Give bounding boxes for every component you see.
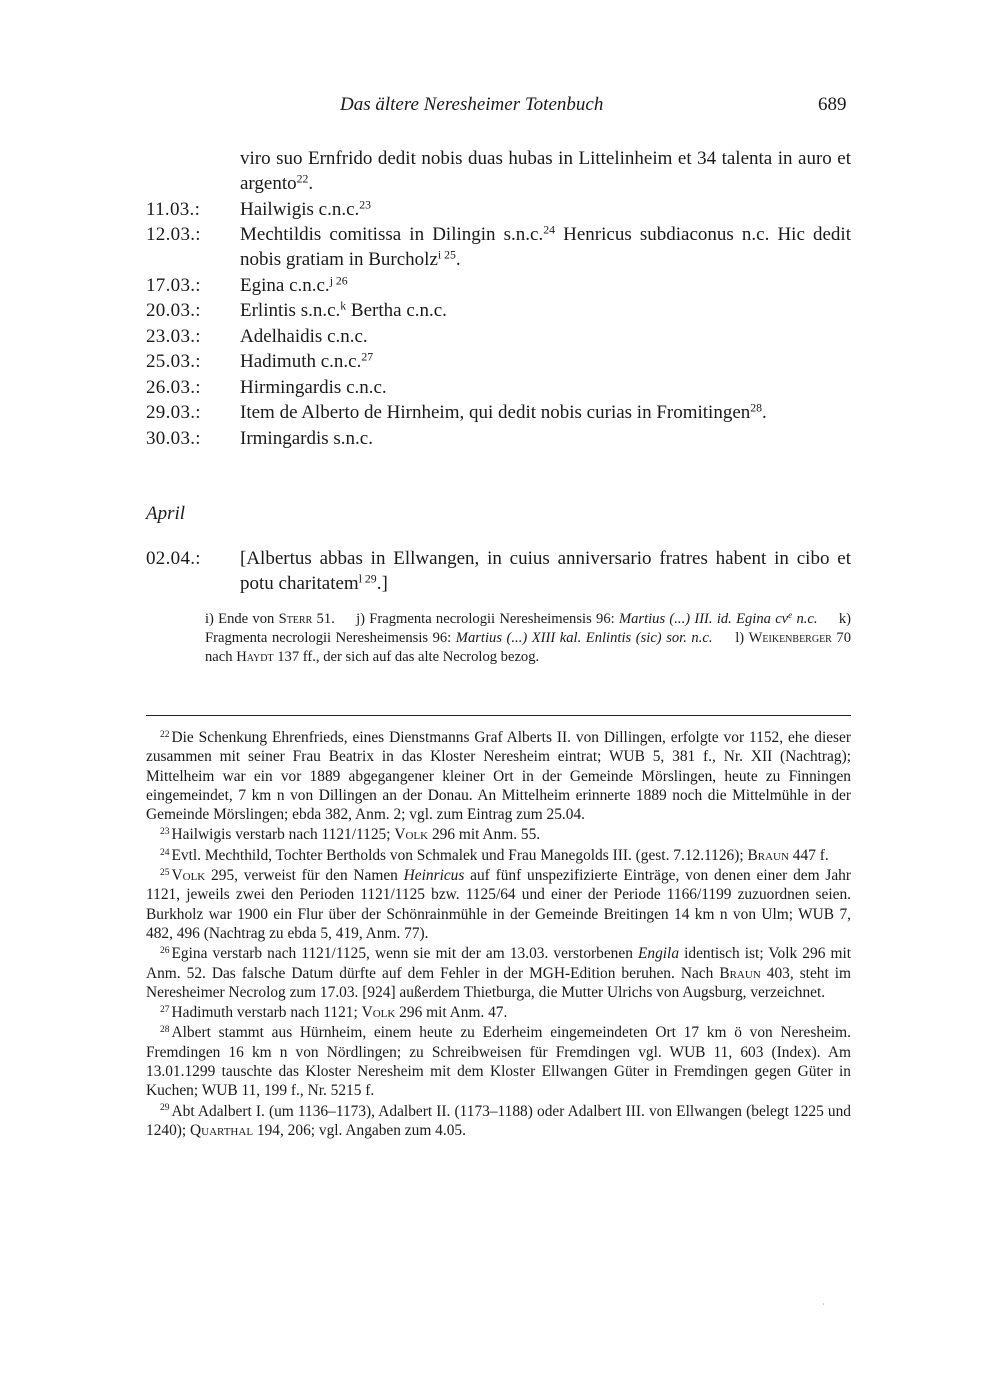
april-entries <box>146 546 851 597</box>
entry-02-04: 02.04.: [Albertus abbas in Ellwangen, in cuius anniversario fratres habent in cibo et potu charitatem$^{l 29}$.] <box>146 548 851 594</box>
entry-date: 30.03.: <box>146 427 201 449</box>
footnote-ref: 23 <box>359 198 372 212</box>
footnote-ref: i 25 <box>437 248 456 262</box>
footnote-ref: 24 <box>543 223 555 237</box>
entry-23-03: 23.03.: Adelhaidis c.n.c. <box>146 325 368 347</box>
entry-continuation: viro suo Ernfrido dedit nobis duas hubas in Littelinheim et 34 talenta in auro et argento$^{22}$. <box>240 148 851 194</box>
footnotes <box>146 728 851 1141</box>
necrology-entries <box>146 146 851 451</box>
footnote-27: $^{27}$ Hadimuth verstarb nach 1121; Volk 296 mit Anm. 47. <box>160 1003 508 1022</box>
running-title: Das ältere Neresheimer Totenbuch <box>340 94 604 115</box>
month-heading: April <box>146 503 186 524</box>
footnote-ref: 28 <box>750 401 763 415</box>
footnote-divider <box>146 715 851 716</box>
scan-speck: · <box>822 1300 825 1309</box>
footnote-ref: l 29 <box>358 572 377 586</box>
footnote-ref: j 26 <box>329 274 348 288</box>
entry-29-03: 29.03.: Item de Alberto de Hirnheim, qui dedit nobis curias in Fromitingen$^{28}$. <box>146 401 767 423</box>
entry-date: 12.03.: <box>146 224 201 245</box>
entry-date: 17.03.: <box>146 274 201 296</box>
entry-30-03: 30.03.: Irmingardis s.n.c. <box>146 427 373 449</box>
footnote-25: $^{25}$ Volk 295, verweist für den Namen Heinricus auf fünf unspezifizierte Einträge, von denen einer dem Jahr 1121, jeweils zwei den Perioden 1121/1125 bzw. 1125/64 und einer der Periode 1166/1199 zuzuordnen seien. Burkholz war 1900 ein Flur über der Schönrainmühle in der Gemeinde Breitingen 14 km n von Ulm; WUB 7, 482, 496 (Nachtrag zu ebda 5, 419, Anm. 77). <box>146 866 851 942</box>
entry-26-03: 26.03.: Hirmingardis c.n.c. <box>146 376 387 398</box>
footnote-23: $^{23}$ Hailwigis verstarb nach 1121/1125; Volk 296 mit Anm. 55. <box>160 826 541 844</box>
entry-20-03: 20.03.: Erlintis s.n.c.$^k$ Bertha c.n.c. <box>146 299 447 321</box>
entry-date: 02.04.: <box>146 548 201 569</box>
entry-date: 29.03.: <box>146 402 201 423</box>
footnote-ref: 22 <box>296 172 309 186</box>
footnote-28: $^{28}$ Albert stammt aus Hürnheim, einem heute zu Ederheim eingemeindeten Ort 17 km ö von Neresheim. Fremdingen 16 km n von Nördlingen; zu Schreibweisen für Fremdingen vgl. WUB 11, 603 (Index). Am 13.01.1299 tauschte das Kloster Neresheim mit dem Kloster Ellwangen Güter in Fremdingen gegen Güter in Kuchen; WUB 11, 199 f., Nr. 5215 f. <box>146 1024 851 1100</box>
entry-11-03: 11.03.: Hailwigis c.n.c.$^{23}$ <box>146 198 372 220</box>
page-number: 689 <box>818 94 847 115</box>
entry-date: 25.03.: <box>146 351 201 372</box>
footnote-ref: 27 <box>361 350 374 364</box>
entry-17-03: 17.03.: Egina c.n.c.$^{j 26}$ <box>146 274 348 296</box>
entry-date: 26.03.: <box>146 376 201 398</box>
footnote-24: $^{24}$ Evtl. Mechthild, Tochter Bertholds von Schmalek und Frau Manegolds III. (gest. 7.12.1126); Braun 447 f. <box>160 846 829 864</box>
entry-date: 20.03.: <box>146 300 201 321</box>
footnote-26: $^{26}$ Egina verstarb nach 1121/1125, wenn sie mit der am 13.03. verstorbenen Engila identisch ist; Volk 296 mit Anm. 52. Das falsche Datum dürfte auf dem Fehler in der MGH-Edition beruhen. Nach Braun 403, steht im Neresheimer Necrolog zum 17.03. [924] außerdem Thietburga, die Mutter Ulrichs von Augsburg, verzeichnet. <box>146 945 852 1001</box>
footnote-ref: k <box>340 299 347 313</box>
footnote-29: $^{29}$ Abt Adalbert I. (um 1136–1173), Adalbert II. (1173–1188) oder Adalbert III. von Ellwangen (belegt 1225 und 1240); Quarthal 194, 206; vgl. Angaben zum 4.05. <box>146 1102 851 1139</box>
entry-12-03: 12.03.: Mechtildis comitissa in Dilingin s.n.c.$^{24}$ Henricus subdiaconus n.c. Hic dedit nobis gratiam in Burcholz$^{i 25}$. <box>146 223 851 270</box>
entry-date: 11.03.: <box>146 198 201 220</box>
footnote-22: $^{22}$ Die Schenkung Ehrenfrieds, eines Dienstmanns Graf Alberts II. von Dillingen, erfolgte vor 1152, ehe dieser zusammen mit seiner Frau Beatrix in das Kloster Neresheim eintrat; WUB 5, 381 f., Nr. XII (Nachtrag); Mittelheim war ein vor 1889 abgegangener kleiner Ort in der Gemeinde Mörslingen, heute zu Finningen eingemeindet, 7 km n von Dillingen an der Donau. An Mittelheim erinnerte 1889 noch die Mittelmühle in der Gemeinde Mörslingen; ebda 382, Anm. 2; vgl. zum Eintrag zum 25.04. <box>146 728 851 824</box>
entry-25-03: 25.03.: Hadimuth c.n.c.$^{27}$ <box>146 350 374 372</box>
critical-apparatus: i) Ende von Sterr 51. j) Fragmenta necrologii Neresheimensis 96: Martius (...) III. id. Egina $cv^e$ n.c. k) Fragmenta necrologii Neresheimensis 96: Martius (...) XIII kal. Enlintis (sic) sor. n.c. l) Weikenberger 70 nach Haydt 137 ff., der sich auf das alte Necrolog bezog. <box>205 610 852 665</box>
entry-date: 23.03.: <box>146 325 201 347</box>
